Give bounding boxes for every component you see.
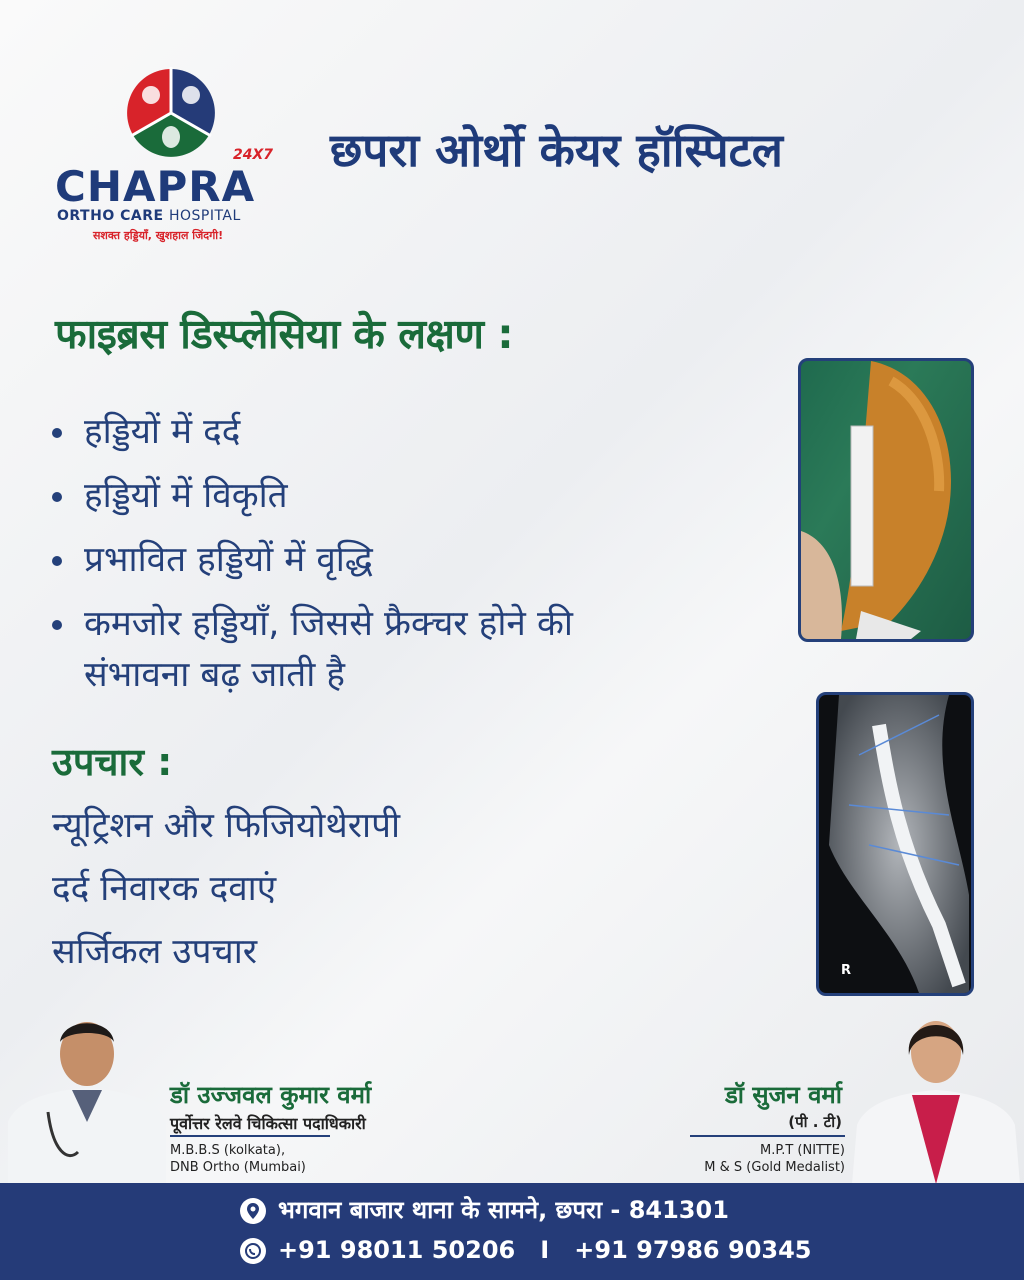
- doctor1-name: डॉ उज्जवल कुमार वर्मा: [170, 1081, 372, 1109]
- symptoms-heading: फाइब्रस डिस्प्लेसिया के लक्षण :: [55, 310, 514, 358]
- treatment-list: [52, 795, 400, 984]
- list-item: हड्डियों में दर्द: [52, 400, 573, 464]
- doctor2-name: डॉ सुजन वर्मा: [724, 1081, 842, 1109]
- clinical-photo: [798, 358, 974, 642]
- doctor1-qualification: M.B.B.S (kolkata),: [170, 1143, 286, 1158]
- page-title: छपरा ओर्थो केयर हॉस्पिटल: [330, 123, 783, 177]
- doctor2-qualification: M.P.T (NITTE): [760, 1143, 845, 1158]
- list-item: सर्जिकल उपचार: [52, 932, 258, 972]
- list-item: कमजोर हड्डियाँ, जिससे फ्रैक्चर होने की: [52, 592, 573, 656]
- xray-image: [816, 692, 974, 996]
- doctor1-role: पूर्वोत्तर रेलवे चिकित्सा पदाधिकारी: [170, 1114, 366, 1133]
- phone-numbers[interactable]: +91 98011 50206 I +91 97986 90345: [240, 1236, 811, 1264]
- doctor2-role: (पी . टी): [788, 1113, 842, 1131]
- logo-24x7-badge: 24X7: [233, 147, 274, 163]
- whatsapp-icon: [240, 1238, 266, 1264]
- logo-emblem-icon: [125, 67, 217, 159]
- logo-name: CHAPRA: [55, 162, 256, 211]
- list-item: प्रभावित हड्डियों में वृद्धि: [52, 528, 573, 592]
- logo-subtitle: ORTHO CARE HOSPITAL: [57, 208, 241, 224]
- hospital-logo: [55, 62, 295, 247]
- address: भगवान बाजार थाना के सामने, छपरा - 841301: [240, 1193, 729, 1226]
- list-item-continuation: संभावना बढ़ जाती है: [84, 655, 345, 695]
- list-item: न्यूट्रिशन और फिजियोथेरापी: [52, 806, 401, 846]
- xray-marker: R: [841, 963, 852, 978]
- logo-tagline: सशक्त हड्डियाँ, खुशहाल जिंदगी!: [93, 229, 224, 242]
- doctor2-qualification: M & S (Gold Medalist): [704, 1160, 845, 1175]
- location-pin-icon: [240, 1198, 266, 1224]
- doctor2-photo: [852, 1010, 1020, 1184]
- list-item: दर्द निवारक दवाएं: [52, 869, 277, 909]
- treatment-heading: उपचार :: [52, 740, 173, 784]
- doctor1-photo: [8, 1012, 166, 1184]
- list-item: हड्डियों में विकृति: [52, 464, 573, 528]
- divider: [170, 1135, 330, 1137]
- doctor1-qualification: DNB Ortho (Mumbai): [170, 1160, 306, 1175]
- symptoms-list: [52, 400, 573, 656]
- divider: [690, 1135, 845, 1137]
